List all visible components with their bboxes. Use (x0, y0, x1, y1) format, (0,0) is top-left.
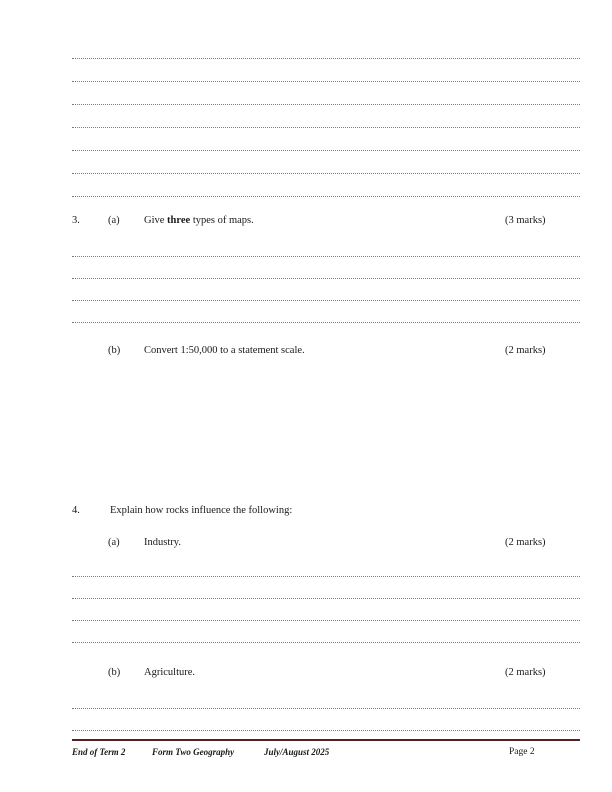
question-3-part-b-text: Convert 1:50,000 to a statement scale. (144, 345, 305, 356)
question-4-part-b-text: Agriculture. (144, 667, 196, 678)
answer-line-2 (72, 80, 580, 82)
q4b-answer-line-1 (72, 707, 580, 709)
answer-line-4 (72, 126, 580, 128)
q3a-answer-line-4 (72, 321, 580, 323)
question-4-part-a-label: (a) (108, 537, 120, 548)
question-4-stem-row (0, 503, 612, 519)
q3a-answer-line-3 (72, 299, 580, 301)
question-3-part-b-label: (b) (108, 345, 121, 356)
answer-line-6 (72, 172, 580, 174)
footer-divider (72, 739, 580, 741)
question-4-part-b-marks: (2 marks) (505, 667, 546, 678)
footer-term-label: End of Term 2 (72, 747, 126, 757)
answer-line-3 (72, 103, 580, 105)
q3a-answer-line-2 (72, 277, 580, 279)
question-4-part-a-text: Industry. (144, 537, 181, 548)
question-3-part-b-marks: (2 marks) (505, 345, 546, 356)
q3a-text-post: types of maps. (190, 215, 254, 226)
question-4-number: 4. (72, 505, 80, 516)
q4a-answer-line-3 (72, 619, 580, 621)
q4a-answer-line-2 (72, 597, 580, 599)
question-3-part-a-row (0, 213, 612, 229)
question-3-part-a-label: (a) (108, 215, 120, 226)
footer-page-number: Page 2 (509, 747, 535, 757)
q3a-answer-line-1 (72, 255, 580, 257)
answer-line-7 (72, 195, 580, 197)
q4a-answer-line-4 (72, 641, 580, 643)
question-4-stem-text: Explain how rocks influence the following: (110, 505, 293, 516)
answer-line-5 (72, 149, 580, 151)
question-4-part-b-row (0, 665, 612, 681)
question-3-part-a-marks: (3 marks) (505, 215, 546, 226)
page-footer (0, 744, 612, 760)
question-3-number: 3. (72, 215, 80, 226)
footer-date-label: July/August 2025 (264, 747, 330, 757)
q4b-answer-line-2 (72, 729, 580, 731)
answer-line-1 (72, 57, 580, 59)
q3a-text-bold: three (167, 215, 191, 226)
q3a-text-pre: Give (144, 215, 168, 226)
q4a-answer-line-1 (72, 575, 580, 577)
question-3-part-a-text (144, 213, 254, 229)
question-4-part-a-row (0, 535, 612, 551)
question-4-part-b-label: (b) (108, 667, 121, 678)
question-4-part-a-marks: (2 marks) (505, 537, 546, 548)
footer-subject-label: Form Two Geography (152, 747, 235, 757)
question-3-part-b-row (0, 343, 612, 359)
